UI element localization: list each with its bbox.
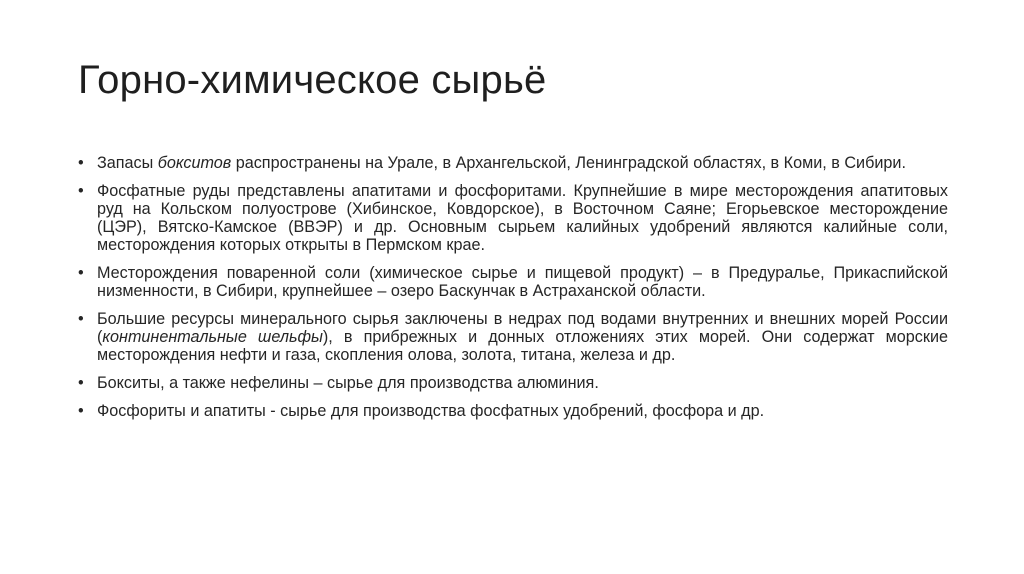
bullet-sea-resources: [78, 310, 948, 364]
bullet-text: ), в прибрежных и донных отложениях этих морей. Они содержат морские месторождения нефти и газа, скопления олова, золота, титана, железа и др.: [97, 328, 948, 364]
bullet-emphasis: континентальные шельфы: [102, 328, 323, 346]
bullet-phosphate-ores: [78, 182, 948, 254]
bullet-aluminium-raw: [78, 374, 948, 392]
bullet-fertilizer-raw: [78, 402, 948, 420]
bullet-list: [78, 154, 948, 430]
bullet-text: Месторождения поваренной соли (химическое сырье и пищевой продукт) – в Предуралье, Прикаспийской низменности, в Сибири, крупнейшее – озеро Баскунчак в Астраханской области.: [97, 264, 948, 300]
bullet-bauxite-reserves: [78, 154, 948, 172]
slide-title: Горно-химическое сырьё: [78, 58, 547, 102]
bullet-emphasis: бокситов: [157, 154, 232, 172]
bullet-text: Запасы: [97, 154, 158, 172]
bullet-text: распространены на Урале, в Архангельской, Ленинградской областях, в Коми, в Сибири.: [231, 154, 906, 172]
bullet-text: Фосфориты и апатиты - сырье для производства фосфатных удобрений, фосфора и др.: [97, 402, 765, 420]
bullet-table-salt: [78, 264, 948, 300]
bullet-text: Большие ресурсы минерального сырья заключены в недрах под водами внутренних и внешних морей России (: [97, 310, 948, 346]
bullet-text: Бокситы, а также нефелины – сырье для производства алюминия.: [97, 374, 599, 392]
bullet-text: Фосфатные руды представлены апатитами и фосфоритами. Крупнейшие в мире месторождения апатитовых руд на Кольском полуострове (Хибинское, Ковдорское), в Восточном Саяне; Егорьевское месторождение (ЦЭР), Вятско-Камское (ВВЭР) и др. Основным сырьем калийных удобрений являются калийные соли, месторождения которых открыты в Пермском крае.: [97, 182, 948, 254]
